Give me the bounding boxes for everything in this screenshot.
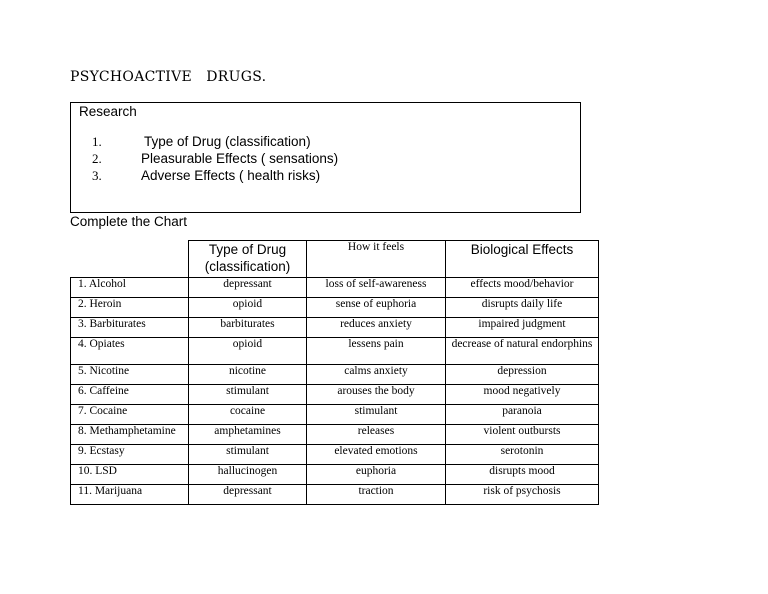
list-text: Pleasurable Effects ( sensations) [141,151,339,166]
feels-cell: elevated emotions [307,445,446,465]
type-cell: barbiturates [189,318,307,338]
table-row [71,465,599,485]
drug-cell: 6. Caffeine [71,385,189,405]
type-cell: stimulant [189,445,307,465]
effects-cell: effects mood/behavior [446,278,599,298]
drug-cell: 5. Nicotine [71,365,189,385]
chart-caption: Complete the Chart [70,214,188,229]
document-title: PSYCHOACTIVE DRUGS. [70,69,267,85]
effects-cell: depression [446,365,599,385]
research-box [70,102,581,213]
effects-cell: impaired judgment [446,318,599,338]
table-row [71,338,599,365]
header-type-of-drug: Type of Drug (classification) [189,241,307,278]
table-row [71,298,599,318]
header-biological-effects: Biological Effects [446,241,599,278]
effects-cell: violent outbursts [446,425,599,445]
feels-cell: reduces anxiety [307,318,446,338]
list-number: 3. [92,168,102,183]
feels-cell: traction [307,485,446,505]
drug-cell: 7. Cocaine [71,405,189,425]
feels-cell: loss of self-awareness [307,278,446,298]
research-heading: Research [79,104,137,119]
type-cell: hallucinogen [189,465,307,485]
drug-cell: 11. Marijuana [71,485,189,505]
header-blank-cell [71,241,189,278]
type-cell: cocaine [189,405,307,425]
table-row [71,318,599,338]
list-text: Type of Drug (classification) [144,134,311,149]
feels-cell: releases [307,425,446,445]
table-row [71,425,599,445]
type-cell: nicotine [189,365,307,385]
type-cell: depressant [189,485,307,505]
type-cell: stimulant [189,385,307,405]
list-text: Adverse Effects ( health risks) [141,168,321,183]
effects-cell: decrease of natural endorphins [446,338,599,365]
table-row [71,278,599,298]
header-how-it-feels: How it feels [307,241,446,278]
feels-cell: sense of euphoria [307,298,446,318]
table-row [71,385,599,405]
drug-chart-table [70,240,599,505]
feels-cell: lessens pain [307,338,446,365]
drug-cell: 1. Alcohol [71,278,189,298]
effects-cell: risk of psychosis [446,485,599,505]
drug-cell: 2. Heroin [71,298,189,318]
drug-cell: 10. LSD [71,465,189,485]
table-row [71,445,599,465]
drug-cell: 8. Methamphetamine [71,425,189,445]
drug-cell: 4. Opiates [71,338,189,365]
drug-cell: 3. Barbiturates [71,318,189,338]
effects-cell: disrupts daily life [446,298,599,318]
feels-cell: calms anxiety [307,365,446,385]
list-number: 2. [92,151,102,166]
type-cell: depressant [189,278,307,298]
type-cell: opioid [189,298,307,318]
effects-cell: paranoia [446,405,599,425]
effects-cell: mood negatively [446,385,599,405]
effects-cell: serotonin [446,445,599,465]
table-row [71,405,599,425]
list-number: 1. [92,134,102,149]
feels-cell: arouses the body [307,385,446,405]
type-cell: opioid [189,338,307,365]
table-row [71,365,599,385]
feels-cell: euphoria [307,465,446,485]
feels-cell: stimulant [307,405,446,425]
effects-cell: disrupts mood [446,465,599,485]
type-cell: amphetamines [189,425,307,445]
drug-cell: 9. Ecstasy [71,445,189,465]
table-row [71,485,599,505]
